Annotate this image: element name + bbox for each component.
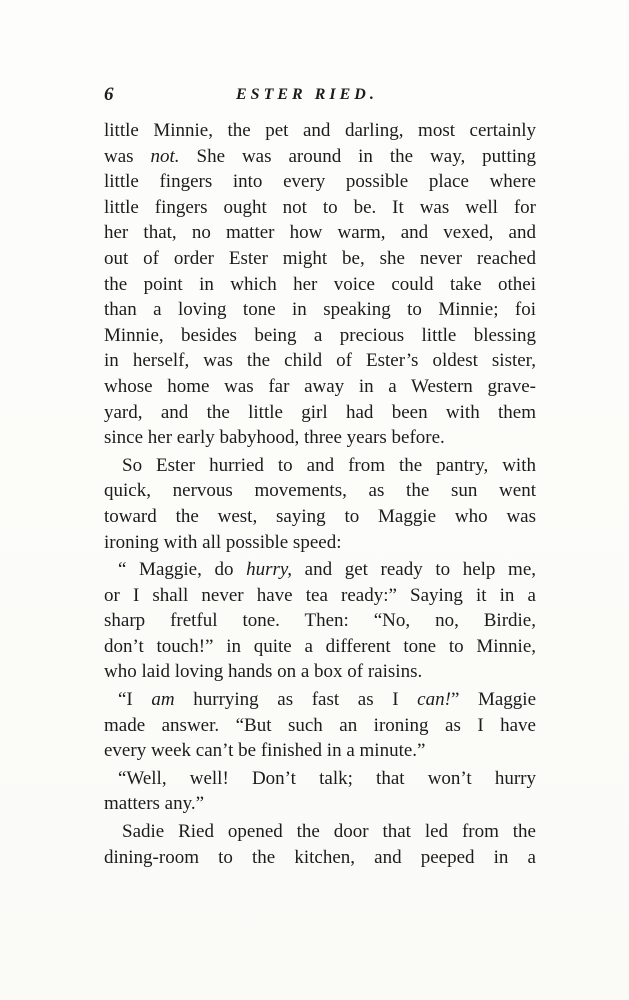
text-line: “Well, well! Don’t talk; that won’t hurry xyxy=(118,767,536,789)
text-line xyxy=(104,687,536,713)
text-line: sharp fretful tone. Then: “No, no, Birdie, xyxy=(104,610,536,632)
text-span: hurrying as fast as I xyxy=(193,689,399,711)
text-line: every week can’t be finished in a minute.” xyxy=(104,740,426,762)
text-line: don’t touch!” in quite a different tone to Minnie, xyxy=(104,635,536,657)
text-span: and get ready to help me, xyxy=(304,559,537,581)
running-head: ESTER RIED. xyxy=(236,86,378,103)
text-line: Sadie Ried opened the door that led from the xyxy=(122,821,536,843)
text-line: her that, no matter how warm, and vexed, and xyxy=(104,222,536,244)
text-line: in herself, was the child of Ester’s oldest sister, xyxy=(104,350,536,372)
text-line: who laid loving hands on a box of raisins. xyxy=(104,661,423,683)
page-number: 6 xyxy=(104,84,114,105)
text-line: matters any.” xyxy=(104,793,205,815)
text-line: or I shall never have tea ready:” Saying it in a xyxy=(104,584,536,606)
text-line: than a loving tone in speaking to Minnie; foi xyxy=(104,299,536,321)
text-span: “ Maggie, do xyxy=(118,559,234,581)
emphasis-text: hurry, xyxy=(246,559,293,581)
text-line: the point in which her voice could take othei xyxy=(104,273,536,295)
text-span: She was around in the way, putting xyxy=(196,145,537,167)
emphasis-text: not. xyxy=(150,145,180,167)
text-line: little fingers ought not to be. It was well for xyxy=(104,196,536,218)
text-line: ironing with all possible speed: xyxy=(104,531,342,553)
text-line: out of order Ester might be, she never reached xyxy=(104,247,536,269)
text-line: dining-room to the kitchen, and peeped in a xyxy=(104,846,536,868)
text-line: Minnie, besides being a precious little blessing xyxy=(104,324,536,346)
emphasis-text: can! xyxy=(417,689,451,711)
text-line: little fingers into every possible place where xyxy=(104,171,536,193)
text-line: quick, nervous movements, as the sun went xyxy=(104,480,536,502)
text-line: whose home was far away in a Western grave- xyxy=(104,375,536,397)
text-line: made answer. “But such an ironing as I have xyxy=(104,714,536,736)
page-body xyxy=(104,118,536,870)
text-line: toward the west, saying to Maggie who was xyxy=(104,505,536,527)
text-line: since her early babyhood, three years before. xyxy=(104,427,445,449)
text-line: So Ester hurried to and from the pantry, with xyxy=(122,454,536,476)
text-span: ” Maggie xyxy=(450,689,537,711)
text-line xyxy=(104,557,536,583)
text-span: was xyxy=(104,145,134,167)
page-header xyxy=(104,84,536,108)
text-line xyxy=(104,144,536,170)
text-span: “I xyxy=(118,689,133,711)
text-line: yard, and the little girl had been with them xyxy=(104,401,536,423)
emphasis-text: am xyxy=(151,689,175,711)
text-line: little Minnie, the pet and darling, most certainly xyxy=(104,120,536,141)
